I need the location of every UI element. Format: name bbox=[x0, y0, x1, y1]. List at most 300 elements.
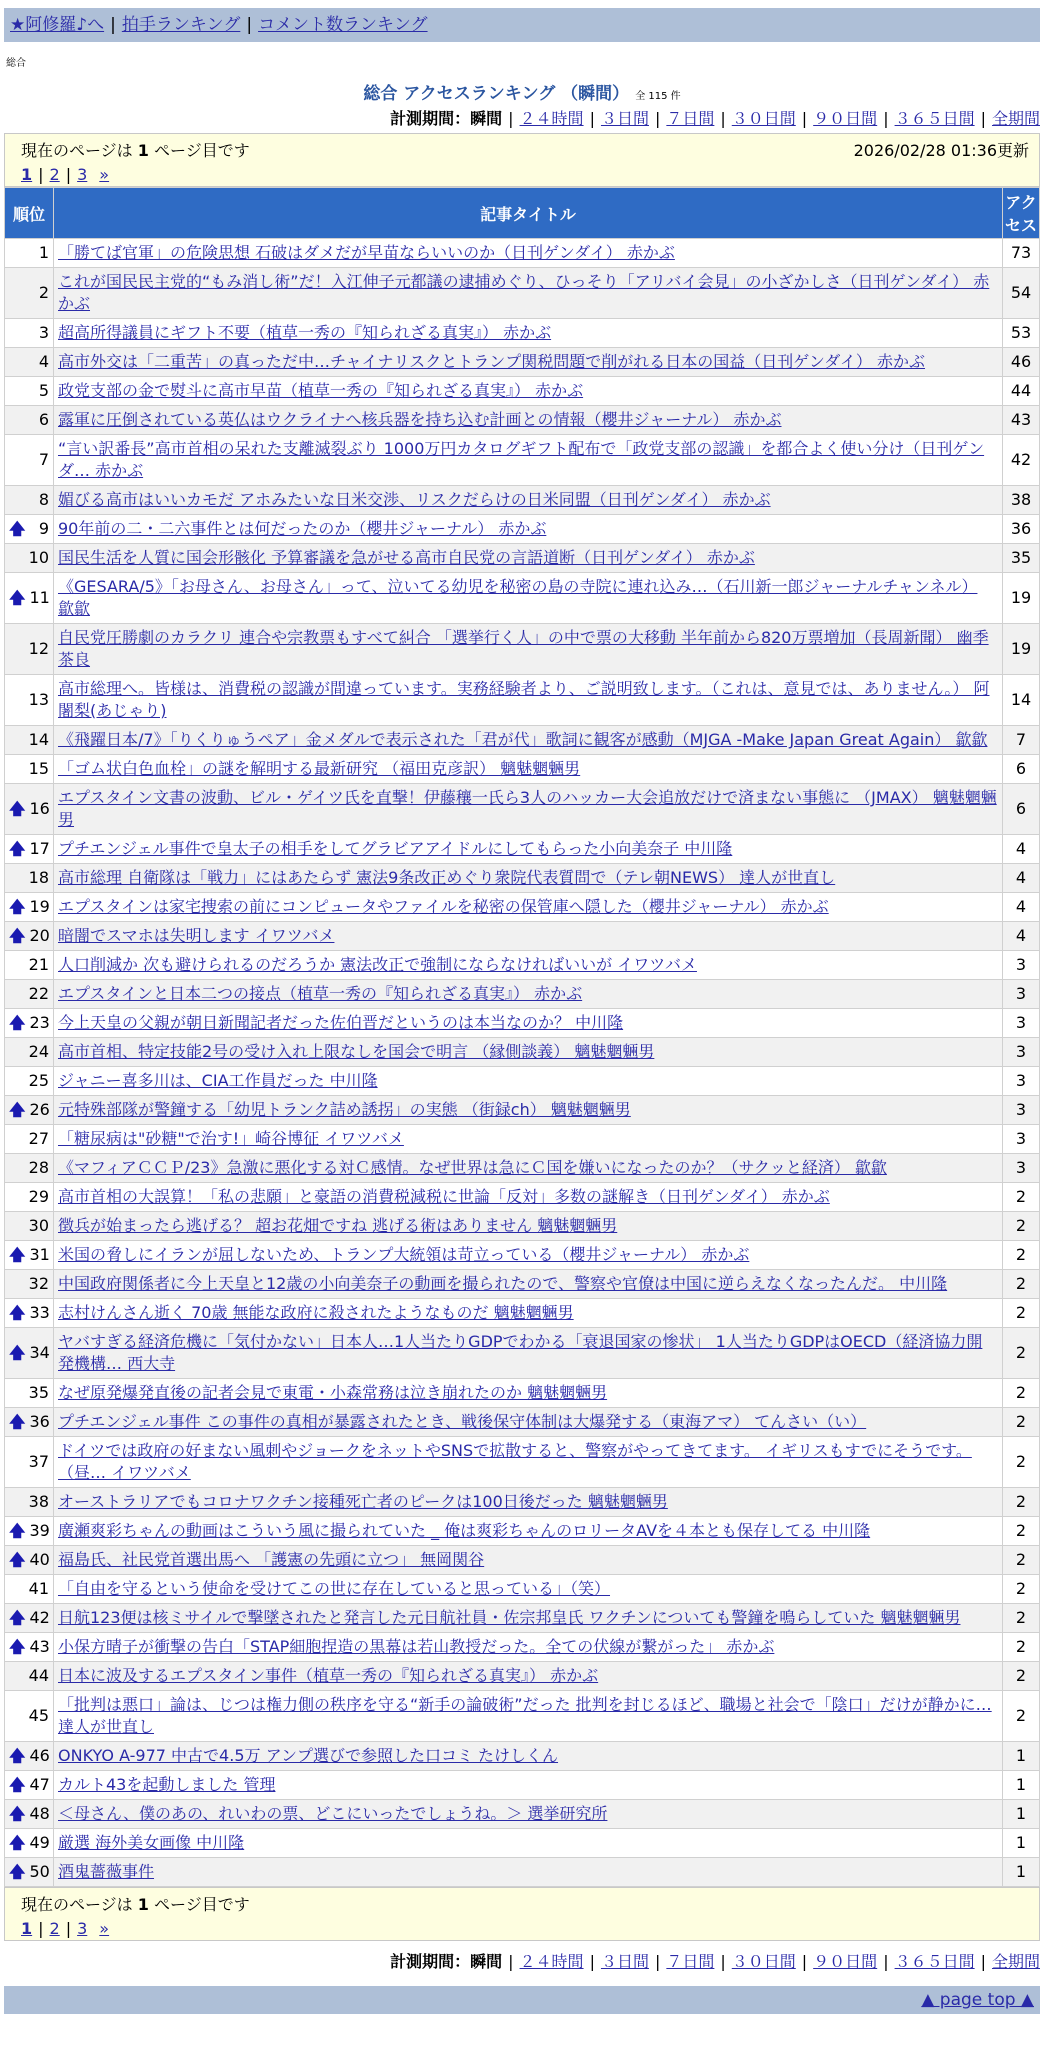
title-cell bbox=[54, 1546, 1003, 1575]
rank-cell bbox=[5, 239, 54, 268]
title-cell bbox=[54, 784, 1003, 835]
rank-up-arrow-icon: 🡅 bbox=[9, 1804, 26, 1823]
current-page-text: 現在のページは 1 ページ目です bbox=[21, 1895, 250, 1914]
rank-cell bbox=[5, 1662, 54, 1691]
rank-cell bbox=[5, 726, 54, 755]
site-home-link[interactable]: ★阿修羅♪へ bbox=[10, 15, 105, 35]
table-row bbox=[5, 835, 1040, 864]
table-row bbox=[5, 239, 1040, 268]
table-row bbox=[5, 922, 1040, 951]
rank-cell bbox=[5, 1437, 54, 1488]
table-header-row bbox=[5, 188, 1040, 239]
title-cell bbox=[54, 1800, 1003, 1829]
access-header: アクセス bbox=[1003, 188, 1040, 239]
article-link[interactable]: 高市外交は「二重苦」の真っただ中…チャイナリスクとトランプ関税問題で削がれる日本の国益（日刊ゲンダイ） 赤かぶ bbox=[58, 352, 926, 371]
article-link[interactable]: 米国の脅しにイランが屈しないため、トランプ大統領は苛立っている（櫻井ジャーナル） 赤かぶ bbox=[58, 1245, 750, 1264]
access-count: 53 bbox=[1003, 319, 1040, 348]
table-row bbox=[5, 624, 1040, 675]
table-row bbox=[5, 486, 1040, 515]
title-cell bbox=[54, 1183, 1003, 1212]
table-row bbox=[5, 1742, 1040, 1771]
table-row bbox=[5, 1858, 1040, 1887]
rank-up-arrow-icon: 🡅 bbox=[9, 1343, 26, 1362]
page-separator: | bbox=[38, 1919, 44, 1938]
article-link[interactable]: 高市総理へ。皆様は、消費税の認識が間違っています。実務経験者より、ご説明致します。（これは、意見では、ありません。） 阿闍梨(あじゃり) bbox=[58, 679, 990, 720]
title-cell bbox=[54, 573, 1003, 624]
access-count: 1 bbox=[1003, 1829, 1040, 1858]
rank-number: 31 bbox=[29, 1245, 50, 1264]
access-count: 2 bbox=[1003, 1212, 1040, 1241]
article-link[interactable]: 福島氏、社民党首選出馬へ 「護憲の先頭に立つ」 無岡関谷 bbox=[58, 1550, 485, 1569]
table-row bbox=[5, 1633, 1040, 1662]
access-count: 38 bbox=[1003, 486, 1040, 515]
period-separator: | bbox=[720, 1952, 726, 1971]
article-link[interactable]: 《GESARA/5》「お母さん、お母さん」って、泣いてる幼児を秘密の島の寺院に連れ込み…（石川新一郎ジャーナルチャンネル） 歙歙 bbox=[58, 577, 978, 618]
rank-cell bbox=[5, 1154, 54, 1183]
title-cell bbox=[54, 1517, 1003, 1546]
article-link[interactable]: 徴兵が始まったら逃げる？ 超お花畑ですね 逃げる術はありません 魑魅魍魎男 bbox=[58, 1216, 618, 1235]
title-cell bbox=[54, 1038, 1003, 1067]
article-link[interactable]: これが国民民主党的“もみ消し術”だ！入江伸子元都議の逮捕めぐり、ひっそり「アリバイ会見」の小ざかしさ（日刊ゲンダイ） 赤かぶ bbox=[58, 272, 990, 313]
ranking-table bbox=[4, 187, 1040, 1887]
article-link[interactable]: 人口削減か 次も避けられるのだろうか 憲法改正で強制にならなければいいが イワツバメ bbox=[58, 955, 697, 974]
rank-number: 3 bbox=[38, 323, 49, 342]
table-row bbox=[5, 1604, 1040, 1633]
period-link[interactable]: ７日間 bbox=[666, 109, 715, 128]
rank-number: 30 bbox=[28, 1216, 49, 1235]
period-label: 計測期間： bbox=[390, 109, 471, 128]
article-link[interactable]: 「ゴム状白色血栓」の謎を解明する最新研究 （福田克彦訳） 魑魅魍魎男 bbox=[58, 759, 581, 778]
title-cell bbox=[54, 1270, 1003, 1299]
table-row bbox=[5, 893, 1040, 922]
pagination bbox=[21, 165, 1029, 184]
title-cell bbox=[54, 1742, 1003, 1771]
article-link[interactable]: 「糖尿病は"砂糖"で治す!」崎谷博征 イワツバメ bbox=[58, 1129, 404, 1148]
rank-up-arrow-icon: 🡅 bbox=[9, 1412, 26, 1431]
period-link[interactable]: 全期間 bbox=[991, 1952, 1040, 1971]
article-link[interactable]: 日本に波及するエプスタイン事件（植草一秀の『知られざる真実』） 赤かぶ bbox=[58, 1666, 599, 1685]
period-separator: | bbox=[883, 1952, 889, 1971]
rank-number: 21 bbox=[28, 955, 49, 974]
next-page-link[interactable]: » bbox=[99, 165, 110, 184]
table-row bbox=[5, 675, 1040, 726]
access-count: 6 bbox=[1003, 784, 1040, 835]
table-row bbox=[5, 573, 1040, 624]
title-cell bbox=[54, 755, 1003, 784]
article-link[interactable]: プチエンジェル事件で皇太子の相手をしてグラビアアイドルにしてもらった小向美奈子 中川隆 bbox=[58, 839, 733, 858]
title-cell bbox=[54, 675, 1003, 726]
period-link[interactable]: ３６５日間 bbox=[894, 109, 975, 128]
table-row bbox=[5, 784, 1040, 835]
period-current: 瞬間 bbox=[470, 1952, 503, 1971]
rank-cell bbox=[5, 835, 54, 864]
applause-ranking-link[interactable]: 拍手ランキング bbox=[121, 15, 241, 35]
article-link[interactable]: 厳選 海外美女画像 中川隆 bbox=[58, 1833, 245, 1852]
period-separator: | bbox=[883, 109, 889, 128]
article-link[interactable]: 「自由を守るという使命を受けてこの世に存在していると思っている」（笑） bbox=[58, 1579, 611, 1598]
period-link[interactable]: ２４時間 bbox=[519, 109, 584, 128]
nav-separator: | bbox=[246, 15, 253, 35]
access-count: 2 bbox=[1003, 1437, 1040, 1488]
rank-number: 20 bbox=[29, 926, 50, 945]
title-cell bbox=[54, 1379, 1003, 1408]
title-cell bbox=[54, 1771, 1003, 1800]
article-link[interactable]: 小保方晴子が衝撃の告白「STAP細胞捏造の黒幕は若山教授だった。全ての伏線が繋がった」 赤かぶ bbox=[58, 1637, 775, 1656]
access-count: 1 bbox=[1003, 1771, 1040, 1800]
article-link[interactable]: 《マフィアＣＣＰ/23》急激に悪化する対Ｃ感情。なぜ世界は急にＣ国を嫌いになったのか？（サクッと経済） 歙歙 bbox=[58, 1158, 887, 1177]
article-link[interactable]: 自民党圧勝劇のカラクリ 連合や宗教票もすべて糾合 「選挙行く人」の中で票の大移動 半年前から820万票増加（長周新聞） 幽季 茶良 bbox=[58, 628, 989, 669]
access-count: 46 bbox=[1003, 348, 1040, 377]
rank-number: 25 bbox=[28, 1071, 49, 1090]
title-cell bbox=[54, 486, 1003, 515]
article-link[interactable]: ジャニー喜多川は、CIA工作員だった 中川隆 bbox=[58, 1071, 378, 1090]
rank-up-arrow-icon: 🡅 bbox=[9, 926, 26, 945]
article-link[interactable]: “言い訳番長”高市首相の呆れた支離滅裂ぶり 1000万円カタログギフト配布で「政党支部の認識」を都合よく使い分け（日刊ゲンダ… 赤かぶ bbox=[58, 439, 985, 480]
title-cell bbox=[54, 1633, 1003, 1662]
access-count: 3 bbox=[1003, 951, 1040, 980]
access-count: 19 bbox=[1003, 624, 1040, 675]
rank-up-arrow-icon: 🡅 bbox=[9, 1746, 26, 1765]
title-cell bbox=[54, 980, 1003, 1009]
rank-number: 47 bbox=[29, 1775, 50, 1794]
page-link-current[interactable]: 1 bbox=[21, 1919, 33, 1938]
rank-number: 35 bbox=[28, 1383, 49, 1402]
title-header: 記事タイトル bbox=[54, 188, 1003, 239]
table-row bbox=[5, 1270, 1040, 1299]
period-link[interactable]: ３日間 bbox=[600, 109, 649, 128]
access-count: 43 bbox=[1003, 406, 1040, 435]
article-link[interactable]: 90年前の二・二六事件とは何だったのか（櫻井ジャーナル） 赤かぶ bbox=[58, 519, 547, 538]
rank-number: 37 bbox=[28, 1452, 49, 1471]
rank-cell bbox=[5, 1038, 54, 1067]
period-link[interactable]: ３日間 bbox=[600, 1952, 649, 1971]
updated-timestamp: 2026/02/28 01:36更新 bbox=[853, 141, 1029, 160]
rank-number: 29 bbox=[28, 1187, 49, 1206]
period-separator: | bbox=[801, 1952, 808, 1971]
period-separator: | bbox=[508, 109, 514, 128]
period-link[interactable]: ３０日間 bbox=[731, 1952, 796, 1971]
article-link[interactable]: オーストラリアでもコロナワクチン接種死亡者のピークは100日後だった 魑魅魍魎男 bbox=[58, 1492, 668, 1511]
period-label: 計測期間： bbox=[390, 1952, 471, 1971]
page-separator bbox=[87, 165, 99, 184]
table-row bbox=[5, 1379, 1040, 1408]
period-link[interactable]: ３０日間 bbox=[731, 109, 796, 128]
rank-cell bbox=[5, 1328, 54, 1379]
rank-cell bbox=[5, 544, 54, 573]
rank-number: 24 bbox=[28, 1042, 49, 1061]
rank-up-arrow-icon: 🡅 bbox=[9, 1550, 26, 1569]
title-cell bbox=[54, 1212, 1003, 1241]
title-cell bbox=[54, 239, 1003, 268]
rank-number: 7 bbox=[38, 450, 49, 469]
access-count: 2 bbox=[1003, 1299, 1040, 1328]
access-count: 2 bbox=[1003, 1604, 1040, 1633]
article-link[interactable]: 国民生活を人質に国会形骸化 予算審議を急がせる高市自民党の言語道断（日刊ゲンダイ） 赤かぶ bbox=[58, 548, 755, 567]
rank-number: 18 bbox=[28, 868, 49, 887]
rank-number: 26 bbox=[29, 1100, 50, 1119]
article-link[interactable]: 超高所得議員にギフト不要（植草一秀の『知られざる真実』） 赤かぶ bbox=[58, 323, 552, 342]
rank-up-arrow-icon: 🡅 bbox=[9, 897, 26, 916]
table-row bbox=[5, 980, 1040, 1009]
title-cell bbox=[54, 1299, 1003, 1328]
title-cell bbox=[54, 1604, 1003, 1633]
next-page-link[interactable]: » bbox=[99, 1919, 110, 1938]
article-link[interactable]: 高市首相、特定技能2号の受け入れ上限なしを国会で明言 （縁側談義） 魑魅魍魎男 bbox=[58, 1042, 655, 1061]
table-row bbox=[5, 1691, 1040, 1742]
rank-cell bbox=[5, 1517, 54, 1546]
rank-cell bbox=[5, 1800, 54, 1829]
page-link-current[interactable]: 1 bbox=[21, 165, 33, 184]
article-link[interactable]: 「批判は悪口」論は、じつは権力側の秩序を守る“新手の論破術”だった 批判を封じるほど、職場と社会で「陰口」だけが静かに… 達人が世直し bbox=[58, 1695, 992, 1736]
title-cell bbox=[54, 1328, 1003, 1379]
access-count: 2 bbox=[1003, 1633, 1040, 1662]
rank-cell bbox=[5, 1379, 54, 1408]
article-link[interactable]: 日航123便は核ミサイルで撃墜されたと発言した元日航社員・佐宗邦皇氏 ワクチンについても警鐘を鳴らしていた 魑魅魍魎男 bbox=[58, 1608, 961, 1627]
article-link[interactable]: 《飛躍日本/7》「りくりゅうペア」金メダルで表示された「君が代」歌詞に観客が感動（MJGA -Make Japan Great Again） 歙歙 bbox=[58, 730, 988, 749]
access-count: 4 bbox=[1003, 922, 1040, 951]
article-link[interactable]: 暗闇でスマホは失明します イワツバメ bbox=[58, 926, 335, 945]
access-count: 7 bbox=[1003, 726, 1040, 755]
article-link[interactable]: エプスタイン文書の波動、ビル・ゲイツ氏を直撃！伊藤穰一氏ら3人のハッカー大会追放だけで済まない事態に （JMAX） 魑魅魍魎男 bbox=[58, 788, 997, 829]
title-cell bbox=[54, 544, 1003, 573]
access-count: 2 bbox=[1003, 1662, 1040, 1691]
rank-number: 11 bbox=[29, 588, 50, 607]
title-cell bbox=[54, 1241, 1003, 1270]
period-separator: | bbox=[654, 1952, 661, 1971]
rank-up-arrow-icon: 🡅 bbox=[9, 1608, 26, 1627]
rank-cell bbox=[5, 1633, 54, 1662]
access-count: 2 bbox=[1003, 1328, 1040, 1379]
page-info-box bbox=[4, 133, 1040, 187]
rank-up-arrow-icon: 🡅 bbox=[9, 839, 26, 858]
table-row bbox=[5, 1299, 1040, 1328]
article-link[interactable]: 高市総理 自衛隊は「戦力」にはあたらず 憲法9条改正めぐり衆院代表質問で（テレ朝NEWS） 達人が世直し bbox=[58, 868, 836, 887]
rank-cell bbox=[5, 573, 54, 624]
rank-cell bbox=[5, 1829, 54, 1858]
comment-ranking-link[interactable]: コメント数ランキング bbox=[258, 15, 428, 35]
page-top-link[interactable]: ▲ page top ▲ bbox=[921, 1990, 1034, 2010]
rank-cell bbox=[5, 406, 54, 435]
access-count: 2 bbox=[1003, 1270, 1040, 1299]
table-row bbox=[5, 1408, 1040, 1437]
article-link[interactable]: ドイツでは政府の好まない風刺やジョークをネットやSNSで拡散すると、警察がやってきてます。 イギリスもすでにそうです。（昼… イワツバメ bbox=[58, 1441, 972, 1482]
period-link[interactable]: ９０日間 bbox=[813, 109, 878, 128]
table-row bbox=[5, 1829, 1040, 1858]
title-cell bbox=[54, 1858, 1003, 1887]
rank-up-arrow-icon: 🡅 bbox=[9, 1862, 26, 1881]
page-link[interactable]: 3 bbox=[77, 165, 88, 184]
table-row bbox=[5, 1067, 1040, 1096]
access-count: 73 bbox=[1003, 239, 1040, 268]
title-cell bbox=[54, 1067, 1003, 1096]
rank-number: 38 bbox=[28, 1492, 49, 1511]
rank-cell bbox=[5, 1546, 54, 1575]
rank-number: 6 bbox=[38, 410, 49, 429]
access-count: 2 bbox=[1003, 1575, 1040, 1604]
article-link[interactable]: 政党支部の金で熨斗に高市早苗（植草一秀の『知られざる真実』） 赤かぶ bbox=[58, 381, 584, 400]
access-count: 2 bbox=[1003, 1408, 1040, 1437]
rank-number: 34 bbox=[29, 1343, 50, 1362]
rank-cell bbox=[5, 435, 54, 486]
rank-number: 9 bbox=[38, 519, 49, 538]
period-separator: | bbox=[980, 1952, 986, 1971]
article-link[interactable]: 元特殊部隊が警鐘する「幼児トランク詰め誘拐」の実態 （街録ch） 魑魅魍魎男 bbox=[58, 1100, 631, 1119]
rank-cell bbox=[5, 624, 54, 675]
rank-cell bbox=[5, 951, 54, 980]
rank-number: 22 bbox=[28, 984, 49, 1003]
rank-number: 2 bbox=[38, 283, 49, 302]
rank-up-arrow-icon: 🡅 bbox=[9, 1833, 26, 1852]
period-link[interactable]: ９０日間 bbox=[813, 1952, 878, 1971]
page-separator: | bbox=[38, 165, 44, 184]
period-link[interactable]: 全期間 bbox=[991, 109, 1040, 128]
article-link[interactable]: ＜母さん、僕のあの、れいわの票、どこにいったでしょうね。＞ 選挙研究所 bbox=[58, 1804, 608, 1823]
rank-number: 45 bbox=[28, 1706, 49, 1725]
table-row bbox=[5, 1488, 1040, 1517]
table-row bbox=[5, 1212, 1040, 1241]
ranking-title: 総合 アクセスランキング （瞬間） bbox=[363, 84, 630, 104]
title-cell bbox=[54, 726, 1003, 755]
period-link[interactable]: ３６５日間 bbox=[894, 1952, 975, 1971]
rank-up-arrow-icon: 🡅 bbox=[9, 1637, 26, 1656]
rank-cell bbox=[5, 1270, 54, 1299]
table-row bbox=[5, 1183, 1040, 1212]
rank-up-arrow-icon: 🡅 bbox=[9, 1303, 26, 1322]
article-link[interactable]: 高市首相の大誤算！「私の悲願」と豪語の消費税減税に世論「反対」多数の謎解き（日刊ゲンダイ） 赤かぶ bbox=[58, 1187, 830, 1206]
rank-cell bbox=[5, 1183, 54, 1212]
rank-cell bbox=[5, 1488, 54, 1517]
rank-cell bbox=[5, 1771, 54, 1800]
rank-number: 48 bbox=[29, 1804, 50, 1823]
page-info-box-bottom bbox=[4, 1887, 1040, 1941]
page-link[interactable]: 2 bbox=[49, 1919, 60, 1938]
table-row bbox=[5, 1038, 1040, 1067]
period-selector bbox=[4, 106, 1040, 129]
article-link[interactable]: ONKYO A-977 中古で4.5万 アンプ選びで参照した口コミ たけしくん bbox=[58, 1746, 559, 1765]
period-separator: | bbox=[589, 1952, 595, 1971]
article-link[interactable]: 今上天皇の父親が朝日新聞記者だった佐伯晋だというのは本当なのか？ 中川隆 bbox=[58, 1013, 624, 1032]
title-cell bbox=[54, 893, 1003, 922]
article-link[interactable]: ヤバすぎる経済危機に「気付かない」日本人…1人当たりGDPでわかる「衰退国家の惨状」 1人当たりGDPはOECD（経済協力開発機構… 西大寺 bbox=[58, 1332, 983, 1373]
article-link[interactable]: 酒鬼薔薇事件 bbox=[58, 1862, 155, 1881]
article-link[interactable]: 中国政府関係者に今上天皇と12歳の小向美奈子の動画を撮られたので、警察や官僚は中国に逆らえなくなったんだ。 中川隆 bbox=[58, 1274, 948, 1293]
rank-up-arrow-icon: 🡅 bbox=[9, 1013, 26, 1032]
rank-number: 17 bbox=[29, 839, 50, 858]
rank-number: 36 bbox=[29, 1412, 50, 1431]
rank-number: 19 bbox=[29, 897, 50, 916]
access-count: 6 bbox=[1003, 755, 1040, 784]
article-link[interactable]: 「勝てば官軍」の危険思想 石破はダメだが早苗ならいいのか（日刊ゲンダイ） 赤かぶ bbox=[58, 243, 675, 262]
title-cell bbox=[54, 435, 1003, 486]
rank-number: 39 bbox=[29, 1521, 50, 1540]
access-count: 2 bbox=[1003, 1691, 1040, 1742]
article-link[interactable]: 媚びる高市はいいカモだ アホみたいな日米交渉、リスクだらけの日米同盟（日刊ゲンダイ） 赤かぶ bbox=[58, 490, 771, 509]
title-cell bbox=[54, 1096, 1003, 1125]
rank-number: 44 bbox=[28, 1666, 49, 1685]
title-cell bbox=[54, 406, 1003, 435]
rank-cell bbox=[5, 1299, 54, 1328]
rank-cell bbox=[5, 893, 54, 922]
article-link[interactable]: エプスタインは家宅捜索の前にコンピュータやファイルを秘密の保管庫へ隠した（櫻井ジャーナル） 赤かぶ bbox=[58, 897, 829, 916]
rank-number: 16 bbox=[29, 799, 50, 818]
rank-cell bbox=[5, 1096, 54, 1125]
table-row bbox=[5, 268, 1040, 319]
table-row bbox=[5, 1800, 1040, 1829]
pagination-bottom bbox=[21, 1919, 1029, 1938]
table-row bbox=[5, 951, 1040, 980]
access-count: 2 bbox=[1003, 1517, 1040, 1546]
article-link[interactable]: なぜ原発爆発直後の記者会見で東電・小森常務は泣き崩れたのか 魑魅魍魎男 bbox=[58, 1383, 608, 1402]
rank-cell bbox=[5, 268, 54, 319]
access-count: 2 bbox=[1003, 1379, 1040, 1408]
rank-cell bbox=[5, 784, 54, 835]
title-cell bbox=[54, 922, 1003, 951]
article-link[interactable]: 廣瀬爽彩ちゃんの動画はこういう風に撮られていた _ 俺は爽彩ちゃんのロリータAVを４本とも保存してる 中川隆 bbox=[58, 1521, 871, 1540]
rank-cell bbox=[5, 1212, 54, 1241]
access-count: 1 bbox=[1003, 1800, 1040, 1829]
rank-header: 順位 bbox=[5, 188, 54, 239]
access-count: 3 bbox=[1003, 1009, 1040, 1038]
article-link[interactable]: 志村けんさん逝く 70歳 無能な政府に殺されたようなものだ 魑魅魍魎男 bbox=[58, 1303, 574, 1322]
rank-cell bbox=[5, 1604, 54, 1633]
access-count: 42 bbox=[1003, 435, 1040, 486]
rank-cell bbox=[5, 1125, 54, 1154]
title-cell bbox=[54, 951, 1003, 980]
rank-number: 14 bbox=[28, 730, 49, 749]
table-row bbox=[5, 1662, 1040, 1691]
page bbox=[4, 0, 1040, 2014]
page-link[interactable]: 2 bbox=[49, 165, 60, 184]
rank-number: 46 bbox=[29, 1746, 50, 1765]
title-cell bbox=[54, 377, 1003, 406]
access-count: 4 bbox=[1003, 893, 1040, 922]
rank-number: 33 bbox=[29, 1303, 50, 1322]
rank-cell bbox=[5, 922, 54, 951]
rank-cell bbox=[5, 1858, 54, 1887]
access-count: 4 bbox=[1003, 835, 1040, 864]
title-cell bbox=[54, 835, 1003, 864]
access-count: 35 bbox=[1003, 544, 1040, 573]
rank-up-arrow-icon: 🡅 bbox=[9, 1100, 26, 1119]
rank-up-arrow-icon: 🡅 bbox=[9, 588, 26, 607]
access-count: 36 bbox=[1003, 515, 1040, 544]
period-current: 瞬間 bbox=[470, 109, 503, 128]
article-link[interactable]: 露軍に圧倒されている英仏はウクライナへ核兵器を持ち込む計画との情報（櫻井ジャーナル） 赤かぶ bbox=[58, 410, 782, 429]
article-link[interactable]: カルト43を起動しました 管理 bbox=[58, 1775, 276, 1794]
access-count: 54 bbox=[1003, 268, 1040, 319]
title-cell bbox=[54, 348, 1003, 377]
title-cell bbox=[54, 1154, 1003, 1183]
table-row bbox=[5, 755, 1040, 784]
table-row bbox=[5, 435, 1040, 486]
page-separator bbox=[87, 1919, 99, 1938]
article-link[interactable]: エプスタインと日本二つの接点（植草一秀の『知られざる真実』） 赤かぶ bbox=[58, 984, 583, 1003]
article-link[interactable]: プチエンジェル事件 この事件の真相が暴露されたとき、戦後保守体制は大爆発する（東海アマ） てんさい（い） bbox=[58, 1412, 867, 1431]
rank-number: 49 bbox=[29, 1833, 50, 1852]
rank-up-arrow-icon: 🡅 bbox=[9, 1775, 26, 1794]
rank-number: 40 bbox=[29, 1550, 50, 1569]
page-link[interactable]: 3 bbox=[77, 1919, 88, 1938]
period-link[interactable]: ７日間 bbox=[666, 1952, 715, 1971]
rank-cell bbox=[5, 1067, 54, 1096]
rank-number: 4 bbox=[38, 352, 49, 371]
current-page-text: 現在のページは 1 ページ目です bbox=[21, 141, 250, 160]
title-cell bbox=[54, 1829, 1003, 1858]
table-row bbox=[5, 348, 1040, 377]
table-row bbox=[5, 1328, 1040, 1379]
period-link[interactable]: ２４時間 bbox=[519, 1952, 584, 1971]
access-count: 2 bbox=[1003, 1241, 1040, 1270]
